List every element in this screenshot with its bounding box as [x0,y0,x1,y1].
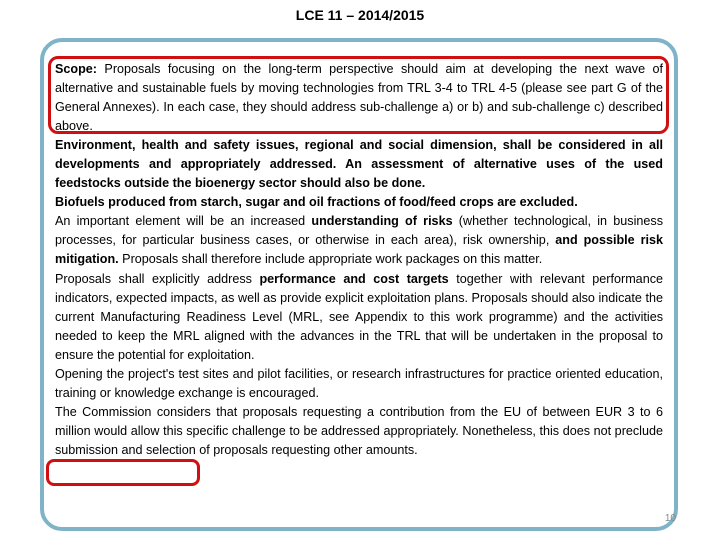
risks-text-e: Proposals shall therefore include appropriate work packages on this matter. [118,252,543,267]
funding-text: The Commission considers that proposals requesting a contribution from the EU of between EUR 3 to 6 million would allow this specific challenge to be addressed appropriately. Nonetheless, this does not preclude submission and selection of proposals requesting other amounts. [55,404,663,457]
environment-text: Environment, health and safety issues, regional and social dimension, shall be considered in all developments and appropriately addressed. An assessment of alternative uses of the used feedstocks outside the bioenergy sector should also be done. [55,138,663,191]
paragraph-test-sites [55,365,663,403]
performance-text-a: Proposals shall explicitly address [55,271,260,286]
performance-text-b: performance and cost targets [259,271,449,286]
test-sites-text: Opening the project's test sites and pilot facilities, or research infrastructures for practice oriented education, training or knowledge exchange is encouraged. [55,366,663,400]
risks-text-d: and possible risk mitigation. [55,233,663,267]
funding-highlight-box [46,459,200,486]
paragraph-funding [55,403,663,460]
biofuels-text: Biofuels produced from starch, sugar and oil fractions of food/feed crops are excluded. [55,195,578,210]
risks-text-a: An important element will be an increased [55,214,312,229]
scope-highlight-box [48,56,669,134]
paragraph-environment [55,136,663,193]
page-number: 10 [664,513,676,524]
risks-text-c: (whether technological, in business processes, for particular business cases, or otherwise in each area), risk ownership, [55,214,663,248]
paragraph-biofuels [55,193,663,212]
risks-text-b: understanding of risks [311,214,453,229]
slide-title: LCE 11 – 2014/2015 [295,7,425,23]
paragraph-risks [55,212,663,269]
paragraph-performance [55,270,663,365]
scope-label: Scope: [55,62,97,76]
scope-text: Proposals focusing on the long-term perspective should aim at developing the next wave of alternative and sustainable fuels by moving technologies from TRL 3-4 to TRL 4-5 (please see part G of the General Annexes). In each case, they should address sub-challenge a) or b) and sub-challenge c) described above. [55,62,663,134]
performance-text-c: together with relevant performance indicators, expected impacts, as well as provide explicit exploitation plans. Proposals should also indicate the current Manufacturing Readiness Level (MRL, see Appendix to this work programme) and the activities needed to keep the MRL aligned with the advances in the TRL that will be undertaken in the proposal to ensure the potential for exploitation. [55,271,663,362]
